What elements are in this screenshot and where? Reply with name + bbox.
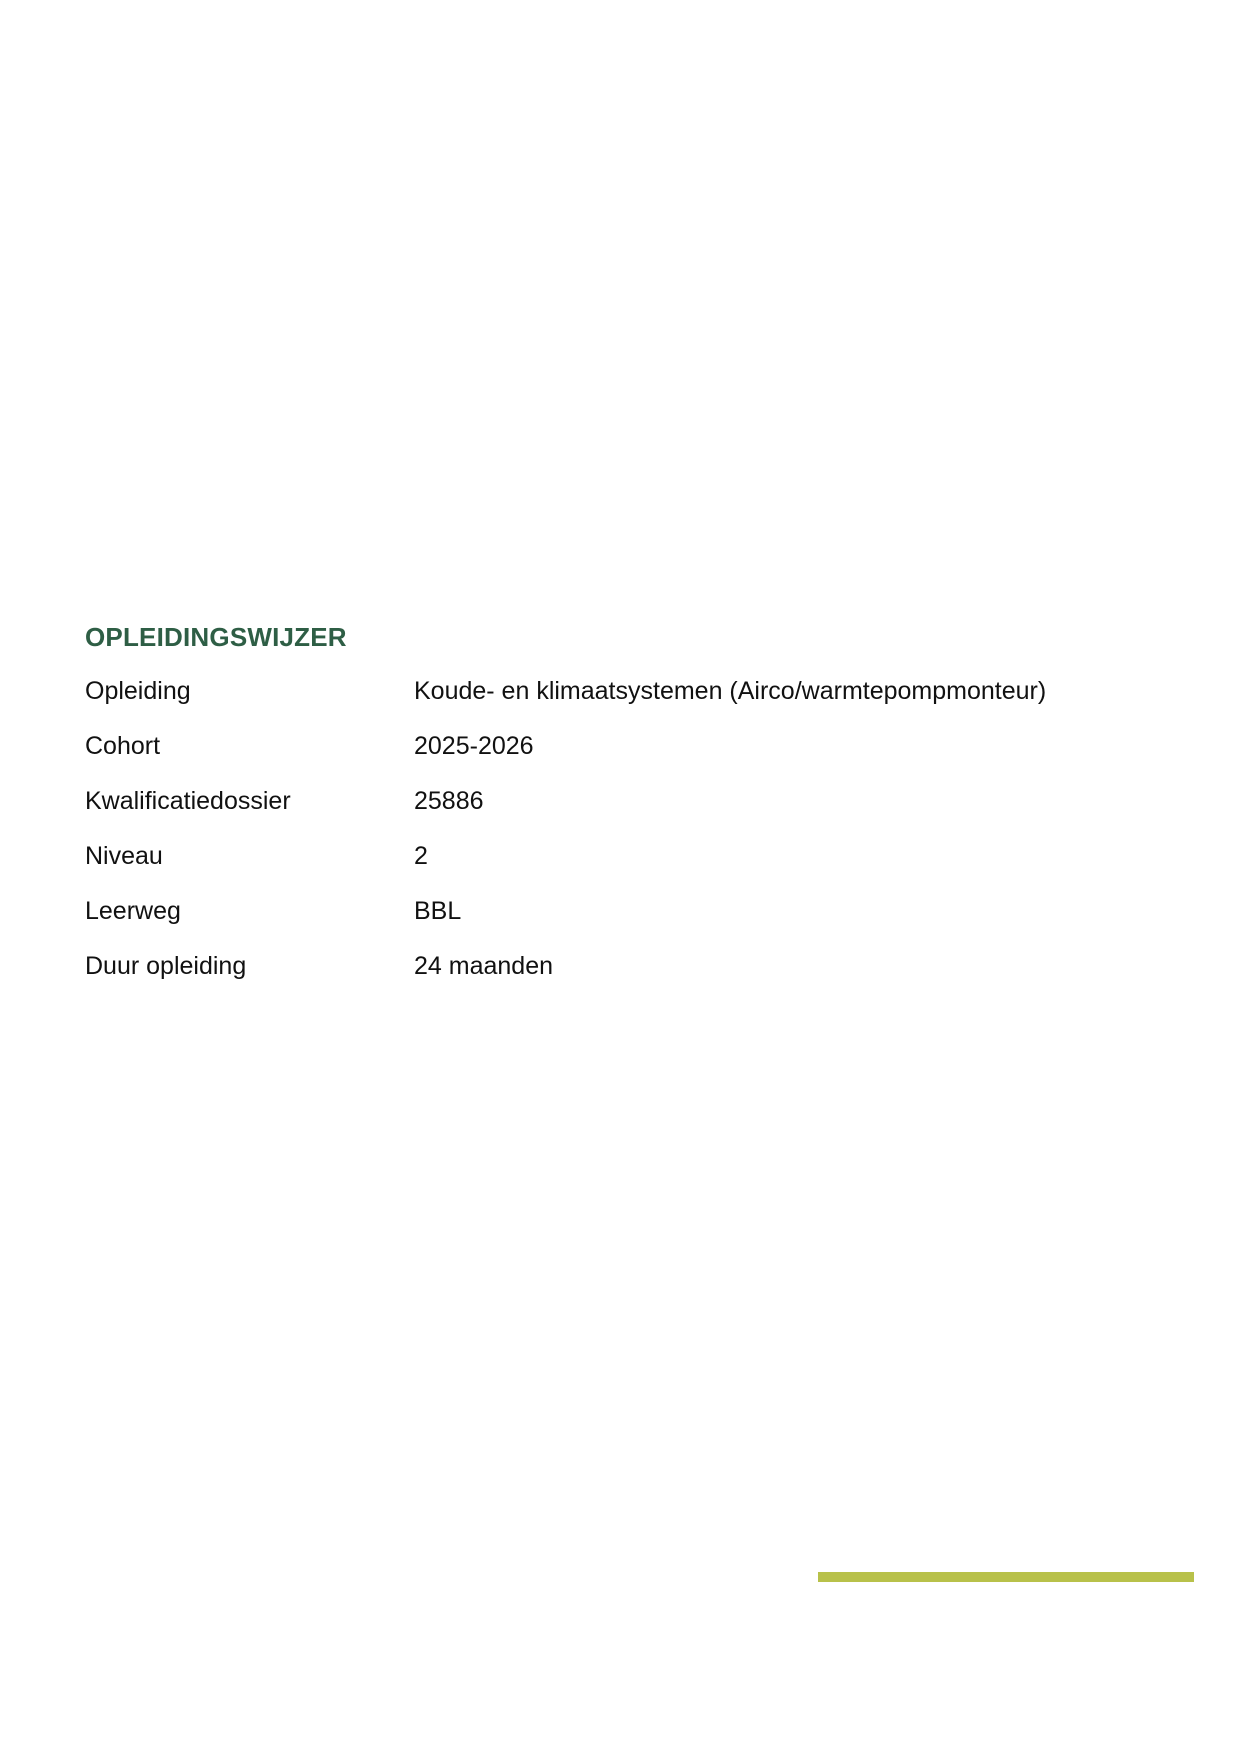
info-row-kwalificatiedossier — [85, 774, 1085, 829]
info-value: BBL — [414, 897, 462, 925]
info-value: 2 — [414, 842, 428, 870]
info-value: Koude- en klimaatsystemen (Airco/warmtepompmonteur) — [414, 677, 1047, 705]
info-label: Duur opleiding — [85, 952, 247, 980]
section-title: OPLEIDINGSWIJZER — [85, 622, 347, 652]
accent-bar — [818, 1572, 1194, 1582]
info-row-leerweg — [85, 884, 1085, 939]
info-value: 25886 — [414, 787, 484, 815]
info-value: 2025-2026 — [414, 732, 534, 760]
info-label: Kwalificatiedossier — [85, 787, 291, 815]
info-row-opleiding — [85, 664, 1085, 719]
info-label: Opleiding — [85, 677, 191, 705]
info-row-duur-opleiding — [85, 939, 1085, 994]
info-label: Leerweg — [85, 897, 181, 925]
info-value: 24 maanden — [414, 952, 554, 980]
info-row-niveau — [85, 829, 1085, 884]
info-table — [85, 664, 1085, 994]
info-label: Niveau — [85, 842, 163, 870]
info-row-cohort — [85, 719, 1085, 774]
info-label: Cohort — [85, 732, 161, 760]
